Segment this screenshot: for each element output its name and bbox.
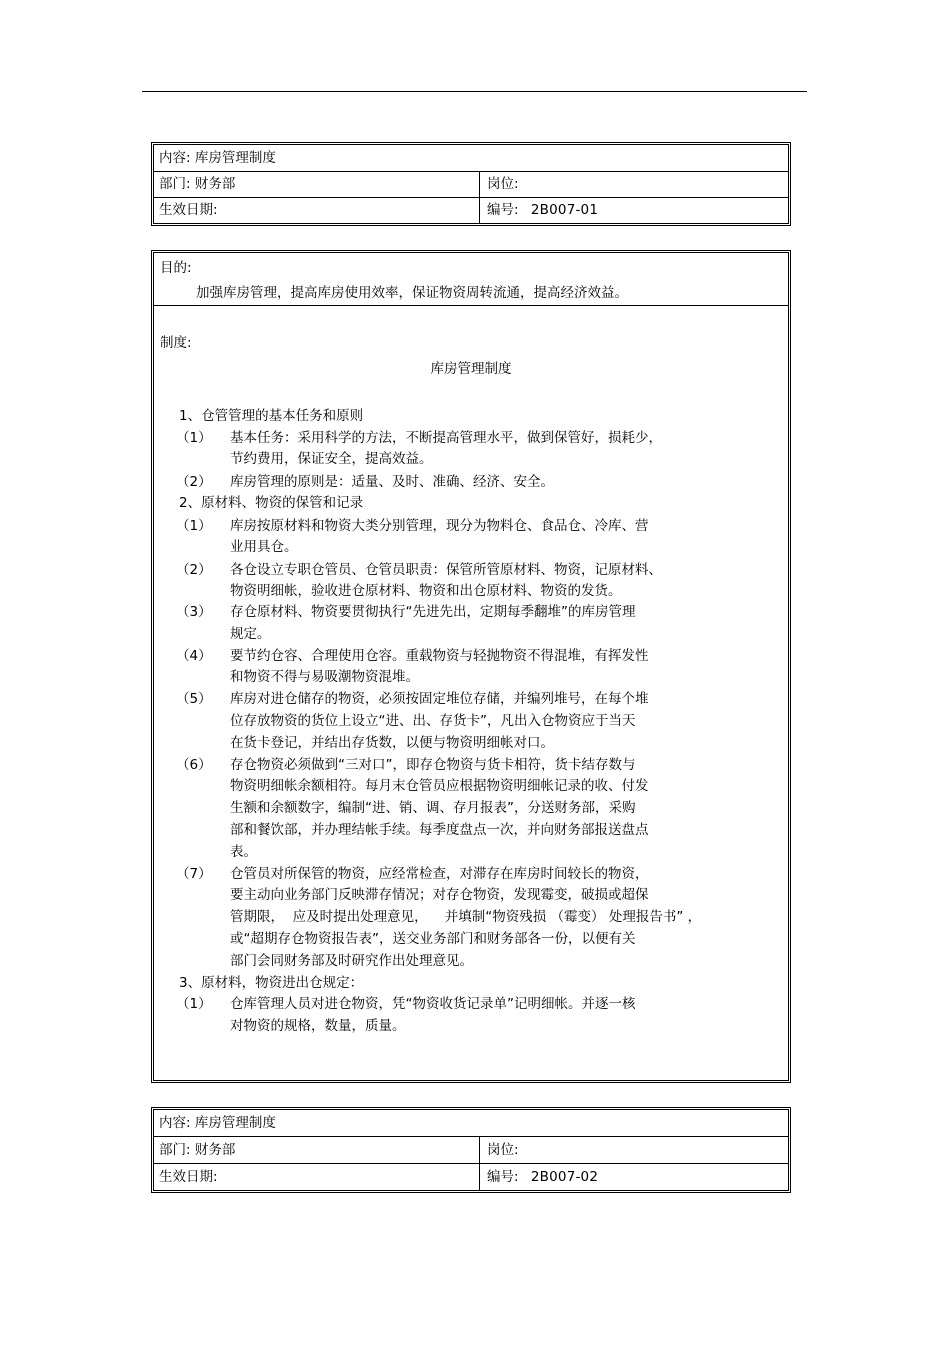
header-row-content	[154, 1110, 788, 1137]
system-title: 库房管理制度	[430, 361, 512, 377]
number-label: 编号:	[487, 202, 519, 218]
section-heading: 3、原材料，物资进出仓规定：	[179, 975, 364, 991]
item-line: 物资明细帐，验收进仓原材料、物资和出仓原材料、物资的发货。	[230, 583, 622, 599]
header-row-content	[154, 145, 788, 172]
item-line: 库房管理的原则是：适量、及时、准确、经济、安全。	[230, 474, 554, 490]
item-line: 部门会同财务部及时研究作出处理意见。	[230, 953, 473, 969]
item-line: 各仓设立专职仓管员、仓管员职责：保管所管原材料、物资，记原材料、	[230, 562, 662, 578]
number-value: 2B007-02	[530, 1169, 599, 1185]
item-line: 部和餐饮部，并办理结帐手续。每季度盘点一次，并向财务部报送盘点	[230, 822, 649, 838]
item-line: 管期限， 应及时提出处理意见， 并填制“物资残损 （霉变） 处理报告书” ，	[230, 909, 702, 925]
item-line: 规定。	[230, 626, 271, 642]
content-label: 内容:	[159, 150, 191, 166]
header-row-department	[154, 1137, 788, 1164]
position-label: 岗位:	[487, 1142, 519, 1158]
header-row-date	[154, 1164, 788, 1190]
purpose-section	[154, 253, 788, 306]
item-line: 表。	[230, 844, 257, 860]
item-line: 或“超期存仓物资报告表”，送交业务部门和财务部各一份，以便有关	[230, 931, 636, 947]
department-label: 部门:	[159, 1142, 191, 1158]
item-line: 业用具仓。	[230, 539, 298, 555]
item-number: （4）	[176, 648, 212, 664]
content-label: 内容:	[159, 1115, 191, 1131]
section-heading: 1、仓管管理的基本任务和原则	[179, 408, 364, 424]
item-number: （3）	[176, 604, 212, 620]
number-value: 2B007-01	[530, 202, 599, 218]
header-table-2	[151, 1107, 791, 1193]
item-line: 位存放物资的货位上设立“进、出、存货卡”，凡出入仓物资应于当天	[230, 713, 636, 729]
position-label: 岗位:	[487, 176, 519, 192]
section-heading: 2、原材料、物资的保管和记录	[179, 495, 364, 511]
item-line: 在货卡登记，并结出存货数，以便与物资明细帐对口。	[230, 735, 554, 751]
content-value: 库房管理制度	[194, 1115, 276, 1131]
item-line: 存仓物资必须做到“三对口”，即存仓物资与货卡相符，货卡结存数与	[230, 757, 636, 773]
header-row-department	[154, 171, 788, 198]
item-line: 基本任务：采用科学的方法，不断提高管理水平，做到保管好，损耗少，	[230, 430, 662, 446]
policy-content-box	[151, 250, 791, 1083]
number-label: 编号:	[487, 1169, 519, 1185]
item-number: （1）	[176, 518, 212, 534]
item-number: （5）	[176, 691, 212, 707]
item-line: 对物资的规格，数量，质量。	[230, 1018, 406, 1034]
item-line: 仓管员对所保管的物资，应经常检查，对滞存在库房时间较长的物资，	[230, 866, 649, 882]
item-line: 存仓原材料、物资要贯彻执行“先进先出，定期每季翻堆”的库房管理	[230, 604, 636, 620]
item-number: （2）	[176, 474, 212, 490]
system-label: 制度:	[160, 335, 192, 351]
department-value: 财务部	[194, 1142, 236, 1158]
purpose-text: 加强库房管理，提高库房使用效率，保证物资周转流通，提高经济效益。	[196, 285, 628, 301]
item-line: 库房按原材料和物资大类分别管理，现分为物料仓、食品仓、冷库、营	[230, 518, 649, 534]
item-line: 物资明细帐余额相符。每月末仓管员应根据物资明细帐记录的收、付发	[230, 778, 649, 794]
effective-date-label: 生效日期:	[159, 202, 218, 218]
header-row-date	[154, 197, 788, 223]
item-line: 和物资不得与易吸潮物资混堆。	[230, 669, 419, 685]
item-line: 生额和余额数字，编制“进、销、调、存月报表”，分送财务部，采购	[230, 800, 636, 816]
content-value: 库房管理制度	[194, 150, 276, 166]
item-line: 要节约仓容、合理使用仓容。重载物资与轻抛物资不得混堆，有挥发性	[230, 648, 649, 664]
item-number: （7）	[176, 866, 212, 882]
effective-date-label: 生效日期:	[159, 1169, 218, 1185]
item-line: 节约费用，保证安全，提高效益。	[230, 451, 433, 467]
page-top-rule	[142, 91, 807, 92]
item-line: 仓库管理人员对进仓物资，凭“物资收货记录单”记明细帐。并逐一核	[230, 996, 636, 1012]
item-number: （1）	[176, 996, 212, 1012]
department-label: 部门:	[159, 176, 191, 192]
department-value: 财务部	[194, 176, 236, 192]
item-line: 库房对进仓储存的物资，必须按固定堆位存储，并编列堆号，在每个堆	[230, 691, 649, 707]
item-number: （2）	[176, 562, 212, 578]
item-number: （6）	[176, 757, 212, 773]
item-number: （1）	[176, 430, 212, 446]
header-table-1	[151, 142, 791, 226]
purpose-label: 目的:	[160, 260, 192, 276]
item-line: 要主动向业务部门反映滞存情况；对存仓物资，发现霉变，破损或超保	[230, 887, 649, 903]
